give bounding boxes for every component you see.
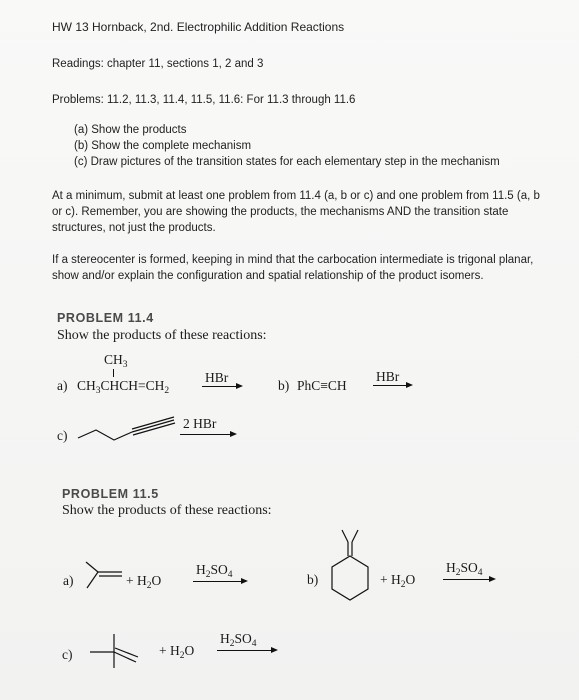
- substituent-bond: [113, 369, 114, 377]
- problem-11-4-a-label: a): [57, 378, 68, 393]
- arrow-head: [489, 576, 496, 582]
- problem-11-5-c-reagent: $H_2SO_4$: [220, 631, 257, 649]
- problem-11-5-instruction: Show the products of these reactions:: [62, 503, 272, 518]
- minimum-line-2: or c). Remember, you are showing the products, the mechanisms AND the transition state: [52, 206, 509, 218]
- task-c: (c) Draw pictures of the transition states for each elementary step in the mechanism: [74, 156, 500, 168]
- arrow-head: [271, 647, 278, 653]
- reaction-arrow: [193, 581, 243, 582]
- problem-11-5-a-reagent: $H_2SO_4$: [196, 562, 233, 580]
- reaction-arrow: [373, 385, 408, 386]
- arrow-head: [230, 431, 237, 437]
- page-title: HW 13 Hornback, 2nd. Electrophilic Addition Reactions: [52, 20, 345, 34]
- problem-11-5-b-label: b): [307, 572, 319, 587]
- readings-line: Readings: chapter 11, sections 1, 2 and 3: [52, 58, 264, 70]
- methyl-substituent: $CH_3$: [104, 352, 128, 370]
- problem-11-5-c-label: c): [62, 647, 73, 662]
- minimum-line-1: At a minimum, submit at least one problem from 11.4 (a, b or c) and one problem from 11.5 (a, b: [52, 190, 540, 202]
- problem-11-4-b-label: b): [278, 378, 290, 393]
- task-b: (b) Show the complete mechanism: [74, 140, 252, 152]
- stereo-line-2: show and/or explain the configuration and spatial relationship of the product isomers.: [52, 270, 484, 282]
- problem-11-4-b-substrate: PhC≡CH: [297, 378, 347, 393]
- alkyne-skeletal-structure: [76, 418, 196, 448]
- reaction-arrow: [443, 579, 491, 580]
- problem-11-4-c-reagent: 2 HBr: [183, 416, 217, 431]
- arrow-head: [241, 578, 248, 584]
- reaction-arrow: [202, 386, 238, 387]
- stereo-line-1: If a stereocenter is formed, keeping in mind that the carbocation intermediate is trigonal planar,: [52, 254, 534, 266]
- problem-11-5-a-label: a): [63, 573, 74, 588]
- arrow-head: [406, 382, 413, 388]
- problem-11-4-c-label: c): [57, 428, 68, 443]
- arrow-head: [236, 383, 243, 389]
- reaction-arrow: [217, 650, 273, 651]
- problem-11-4-b-reagent: HBr: [376, 369, 400, 384]
- problem-11-5-b-plus-water: + $H_2O$: [380, 572, 416, 590]
- task-a: (a) Show the products: [74, 124, 187, 136]
- minimum-line-3: structures, not just the products.: [52, 222, 216, 234]
- tertiary-alkene-structure: [88, 620, 148, 680]
- problem-11-5-c-plus-water: + $H_2O$: [159, 643, 195, 661]
- reaction-arrow: [180, 434, 232, 435]
- problem-11-4-instruction: Show the products of these reactions:: [57, 328, 267, 343]
- problems-line: Problems: 11.2, 11.3, 11.4, 11.5, 11.6: For 11.3 through 11.6: [52, 94, 356, 106]
- problem-11-4-a-substrate: $CH_3CHCH=CH_2$: [77, 378, 170, 396]
- problem-11-4-a-reagent: HBr: [205, 370, 229, 385]
- problem-11-5-a-plus-water: + $H_2O$: [126, 573, 162, 591]
- problem-11-4-heading: PROBLEM 11.4: [57, 311, 154, 325]
- problem-11-5-heading: PROBLEM 11.5: [62, 487, 159, 501]
- problem-11-5-b-reagent: $H_2SO_4$: [446, 560, 483, 578]
- methylenecyclohexane-structure: [320, 528, 380, 608]
